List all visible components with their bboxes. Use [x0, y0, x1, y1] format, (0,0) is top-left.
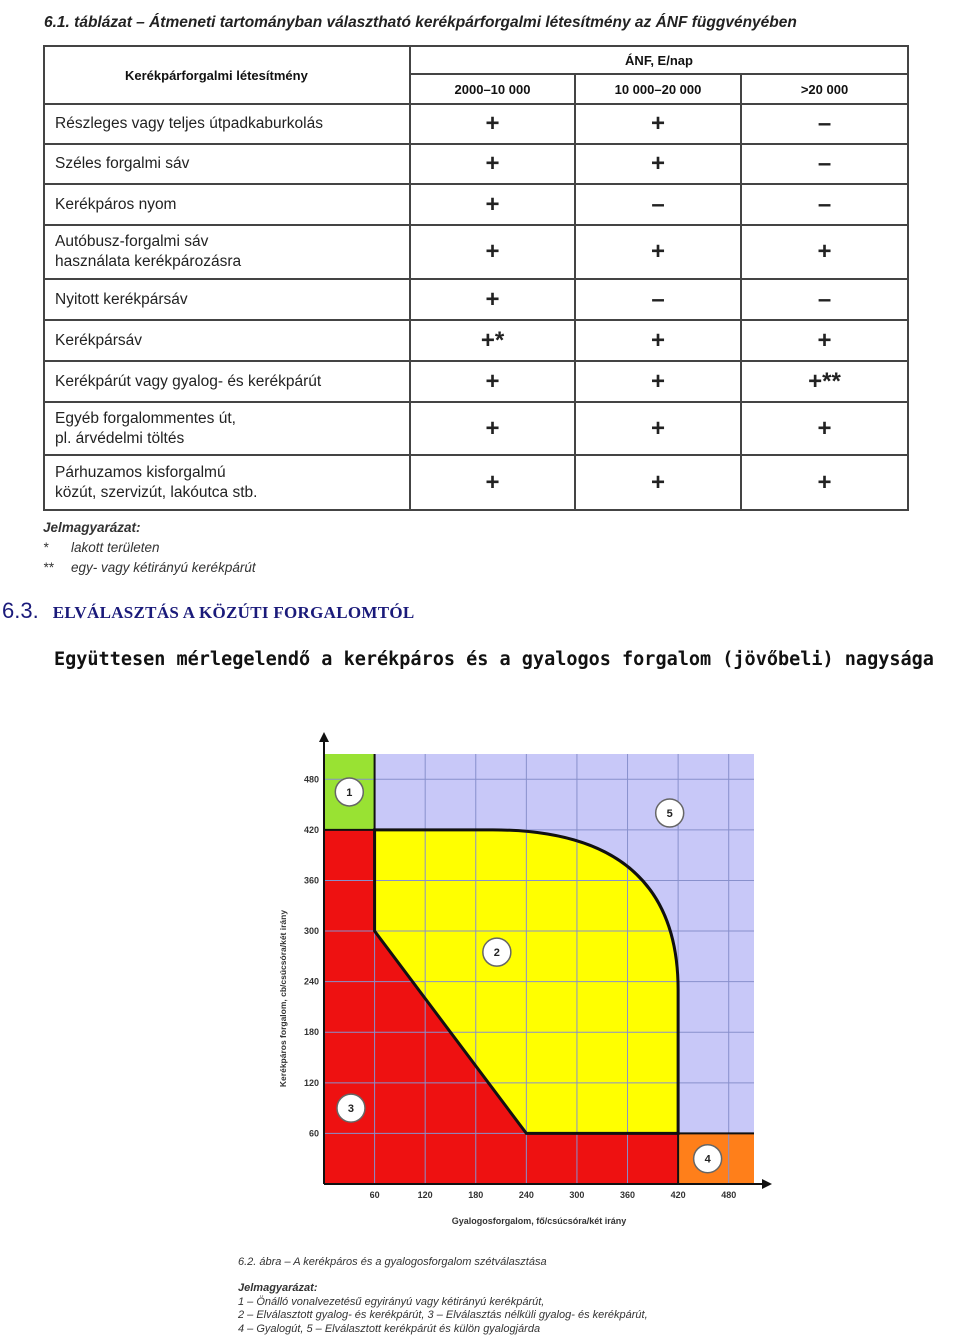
facility-label-line: Részleges vagy teljes útpadkaburkolás	[55, 115, 323, 132]
x-tick-label: 420	[670, 1190, 686, 1200]
suitability-mark: +	[741, 225, 908, 279]
facility-label	[44, 279, 410, 320]
x-axis-label: Gyalogosforgalom, fő/csúcsóra/két irány	[451, 1216, 627, 1226]
table-row	[44, 184, 908, 225]
table-row	[44, 104, 908, 144]
facility-label	[44, 225, 410, 279]
facility-label-line: Széles forgalmi sáv	[55, 155, 190, 172]
suitability-mark: +	[575, 402, 741, 455]
y-tick-label: 180	[303, 1027, 319, 1038]
facility-label-line: pl. árvédelmi töltés	[55, 429, 185, 447]
legend-symbol: *	[43, 540, 49, 555]
figure-legend	[238, 1282, 648, 1336]
figure-legend-line: 4 – Gyalogút, 5 – Elválasztott kerékpárút és külön gyalogjárda	[238, 1322, 541, 1335]
suitability-mark: +	[741, 402, 908, 455]
suitability-mark: +	[741, 455, 908, 510]
section-title: ELVÁLASZTÁS A KÖZÚTI FORGALOMTÓL	[52, 603, 415, 622]
suitability-mark: +	[410, 361, 575, 402]
figure-legend-line: 2 – Elválasztott gyalog- és kerékpárút, 3 – Elválasztás nélküli gyalog- és kerékpárút,	[238, 1309, 648, 1321]
x-tick-label: 120	[417, 1190, 433, 1200]
y-tick-label: 120	[303, 1077, 319, 1088]
facility-column-header: Kerékpárforgalmi létesítmény	[44, 46, 410, 104]
zone-label-5: 5	[666, 808, 673, 821]
table-row	[44, 402, 908, 455]
suitability-mark: +	[575, 320, 741, 361]
legend-text: egy- vagy kétirányú kerékpárút	[71, 560, 256, 575]
zone-label-1: 1	[346, 786, 353, 799]
table-row	[44, 279, 908, 320]
range-header: >20 000	[741, 74, 908, 104]
facility-label	[44, 320, 410, 361]
suitability-mark: +	[410, 402, 575, 455]
facility-label-line: Kerékpáros nyom	[55, 195, 177, 213]
figure-legend-title: Jelmagyarázat:	[238, 1282, 318, 1294]
table-legend	[43, 518, 256, 578]
suitability-mark: +	[410, 144, 575, 184]
body-paragraph: Együttesen mérlegelendő a kerékpáros és a gyalogos forgalom (jövőbeli) nagysága	[54, 649, 934, 670]
suitability-mark: +	[575, 144, 741, 184]
y-axis-label: Kerékpáros forgalom, cb/csúcsóra/két irány	[278, 909, 288, 1088]
x-tick-label: 60	[369, 1190, 380, 1200]
facility-table	[43, 45, 907, 511]
x-tick-label: 180	[468, 1190, 484, 1200]
section-number: 6.3.	[2, 598, 39, 623]
facility-label-line: Nyitott kerékpársáv	[55, 290, 188, 308]
suitability-mark: +	[575, 455, 741, 510]
facility-label	[44, 361, 410, 402]
section-heading	[2, 598, 415, 624]
facility-label-line: közút, szervizút, lakóutca stb.	[55, 483, 258, 501]
x-tick-label: 360	[620, 1190, 636, 1200]
zone-label-3: 3	[347, 1103, 355, 1116]
y-tick-label: 420	[303, 824, 319, 835]
y-axis-arrow	[319, 732, 329, 742]
table-row	[44, 320, 908, 361]
y-tick-label: 300	[303, 926, 319, 937]
suitability-mark: –	[575, 279, 741, 320]
suitability-mark: –	[741, 184, 908, 225]
facility-label-line: Autóbusz-forgalmi sáv	[55, 233, 209, 250]
table-row	[44, 455, 908, 510]
x-axis-arrow	[762, 1179, 772, 1189]
zone-label-2: 2	[493, 947, 500, 960]
figure-legend-line: 1 – Önálló vonalvezetésű egyirányú vagy kétirányú kerékpárút,	[238, 1295, 545, 1308]
legend-text: lakott területen	[71, 540, 160, 555]
suitability-mark: +*	[410, 320, 575, 361]
facility-label	[44, 144, 410, 184]
suitability-mark: +	[410, 104, 575, 144]
zone-label-4: 4	[704, 1153, 711, 1166]
y-tick-label: 240	[303, 976, 319, 987]
table-row	[44, 361, 908, 402]
suitability-mark: +	[575, 104, 741, 144]
figure-caption: 6.2. ábra – A kerékpáros és a gyalogosforgalom szétválasztása	[238, 1256, 547, 1268]
suitability-mark: –	[575, 184, 741, 225]
x-tick-label: 300	[569, 1190, 585, 1200]
table-row	[44, 144, 908, 184]
suitability-mark: +	[575, 361, 741, 402]
table-caption: 6.1. táblázat – Átmeneti tartományban választható kerékpárforgalmi létesítmény az ÁNF függvényében	[44, 14, 797, 31]
suitability-mark: +	[575, 225, 741, 279]
suitability-mark: +	[410, 279, 575, 320]
x-tick-label: 480	[721, 1190, 737, 1200]
y-tick-label: 360	[303, 875, 319, 886]
suitability-mark: –	[741, 279, 908, 320]
suitability-mark: –	[741, 104, 908, 144]
legend-item	[43, 558, 256, 578]
suitability-mark: +	[410, 455, 575, 510]
facility-label-line: Egyéb forgalommentes út,	[55, 409, 236, 427]
legend-title: Jelmagyarázat:	[43, 520, 141, 535]
suitability-mark: +**	[741, 361, 908, 402]
x-tick-label: 240	[518, 1190, 534, 1200]
legend-item	[43, 538, 256, 558]
facility-label-line: használata kerékpározásra	[55, 253, 242, 270]
anf-group-header: ÁNF, E/nap	[410, 46, 908, 74]
facility-label-line: Kerékpársáv	[55, 331, 143, 349]
facility-label	[44, 184, 410, 225]
range-header: 2000–10 000	[410, 74, 575, 104]
y-tick-label: 60	[308, 1128, 319, 1139]
suitability-mark: +	[410, 184, 575, 225]
facility-label-line: Párhuzamos kisforgalmú	[55, 463, 226, 481]
suitability-mark: +	[410, 225, 575, 279]
facility-label	[44, 455, 410, 510]
separation-chart	[262, 728, 782, 1238]
facility-label	[44, 104, 410, 144]
legend-symbol: **	[43, 560, 54, 575]
y-tick-label: 480	[303, 774, 319, 785]
range-header: 10 000–20 000	[575, 74, 741, 104]
table-row	[44, 225, 908, 279]
facility-label-line: Kerékpárút vagy gyalog- és kerékpárút	[55, 372, 322, 390]
suitability-mark: –	[741, 144, 908, 184]
suitability-mark: +	[741, 320, 908, 361]
facility-label	[44, 402, 410, 455]
